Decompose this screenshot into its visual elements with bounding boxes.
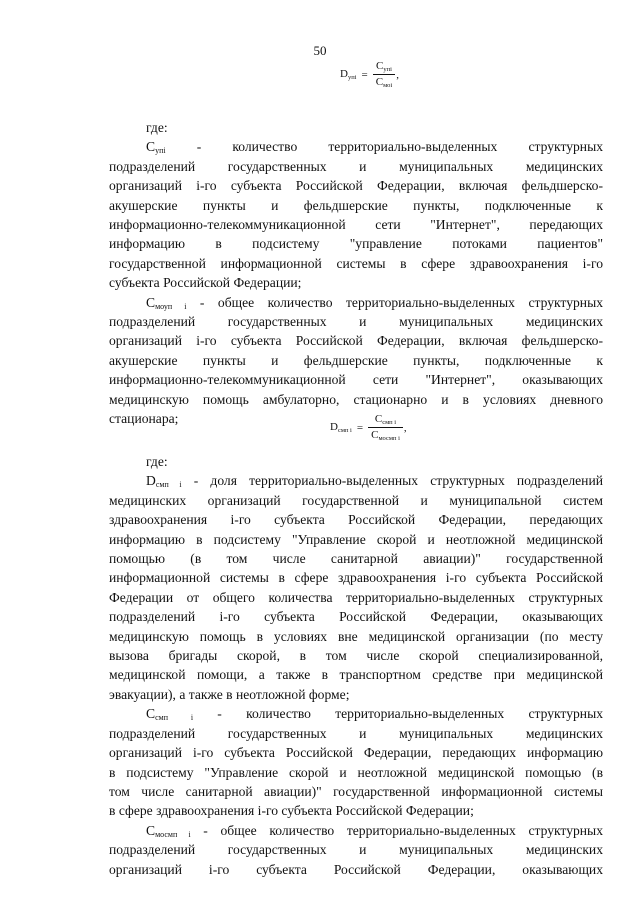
definition-c-smp <box>109 704 603 820</box>
text-line: информационно-телекоммуникационной сети "Интернет", оказывающих <box>109 372 603 388</box>
definition-d-smp <box>109 471 603 704</box>
fraction <box>373 60 396 89</box>
text-line: медицинских организаций государственной и муниципальной систем <box>109 492 603 508</box>
text-line: информацию в подсистему "Управление скорой и неотложной медицинской <box>109 531 603 547</box>
text-line: информацию в подсистему "управление потоками пациентов" <box>109 236 603 252</box>
definitions-block-2 <box>109 452 603 879</box>
text-line: здравоохранения i-го субъекта Российской Федерации, передающих <box>109 512 603 528</box>
definition-c-mosmp <box>109 821 603 879</box>
text-line: $C_{смп i}$ - количество территориально-выделенных структурных <box>146 706 603 723</box>
denominator: $C_{мосмп i}$ <box>368 427 403 442</box>
equals-sign: = <box>356 421 364 434</box>
text-line: подразделений государственных и муниципальных медицинских <box>109 314 603 330</box>
text-line: медицинской помощи, а также в транспортном средстве при медицинской <box>109 667 603 683</box>
definition-c-moup <box>109 293 603 429</box>
where-label: где: <box>146 454 168 469</box>
formula-d-smp <box>330 413 407 442</box>
text-line: $C_{упi}$ - количество территориально-выделенных структурных <box>146 139 603 156</box>
text-line: медицинскую помощь амбулаторно, стационарно и в условиях дневного <box>109 391 603 407</box>
text-line: акушерские пункты и фельдшерские пункты, подключенные к <box>109 197 603 213</box>
formula-lhs: $D_{смп i}$ <box>330 421 352 434</box>
numerator: $C_{упi}$ <box>376 60 392 73</box>
text-line: $C_{мосмп i}$ - общее количество территориально-выделенных структурных <box>146 822 603 839</box>
text-line: подразделений i-го субъекта Российской Федерации, оказывающих <box>109 609 603 625</box>
equals-sign: = <box>361 68 368 81</box>
text-line: подразделений государственных и муниципальных медицинских <box>109 842 603 858</box>
text-line: подразделений государственных и муниципальных медицинских <box>109 158 603 174</box>
text-line: государственной информационной системы в сфере здравоохранения i-го <box>109 255 603 271</box>
formula-comma: , <box>403 421 407 434</box>
denominator: $C_{моi}$ <box>373 74 396 89</box>
definition-c-upi <box>109 137 603 292</box>
text-line: информационной системы в сфере здравоохранения i-го субъекта Российской <box>109 570 603 586</box>
text-line: субъекта Российской Федерации; <box>109 275 302 291</box>
where-label: где: <box>146 120 168 135</box>
text-line: в сфере здравоохранения i-го субъекта Российской Федерации; <box>109 803 474 819</box>
text-line: акушерские пункты и фельдшерские пункты, подключенные к <box>109 352 603 368</box>
text-line: вызова бригады скорой, в том числе скорой специализированной, <box>109 648 603 664</box>
text-line: $C_{моуп i}$ - общее количество территориально-выделенных структурных <box>146 294 603 311</box>
text-line: стационара; <box>109 411 179 427</box>
text-line: $D_{смп i}$ - доля территориально-выделенных структурных подразделений <box>146 473 603 490</box>
definitions-block-1 <box>109 118 603 429</box>
numerator: $C_{смп i}$ <box>374 413 397 426</box>
formula-lhs: $D_{упi}$ <box>340 68 357 81</box>
text-line: эвакуации), а также в неотложной форме; <box>109 686 350 702</box>
fraction <box>368 413 403 442</box>
text-line: в подсистему "Управление скорой и неотложной медицинской помощью (в <box>109 764 603 780</box>
text-line: организаций i-го субъекта Российской Федерации, оказывающих <box>109 861 603 877</box>
text-line: медицинскую помощь в условиях вне медицинской организации (по месту <box>109 628 603 644</box>
page-number: 50 <box>313 43 327 58</box>
text-line: организаций i-го субъекта Российской Федерации, включая фельдшерско- <box>109 333 603 349</box>
formula-d-upi <box>340 60 399 89</box>
text-line: помощью (в том числе санитарной авиации)" государственной <box>109 551 603 567</box>
text-line: подразделений государственных и муниципальных медицинских <box>109 725 603 741</box>
text-line: организаций i-го субъекта Российской Федерации, включая фельдшерско- <box>109 178 603 194</box>
text-line: организаций i-го субъекта Российской Федерации, передающих информацию <box>109 745 603 761</box>
text-line: информационно-телекоммуникационной сети "Интернет", передающих <box>109 217 603 233</box>
formula-comma: , <box>396 68 399 81</box>
text-line: Федерации от общего количества территориально-выделенных структурных <box>109 589 603 605</box>
text-line: том числе санитарной авиации)" государственной информационной системы <box>109 783 603 799</box>
